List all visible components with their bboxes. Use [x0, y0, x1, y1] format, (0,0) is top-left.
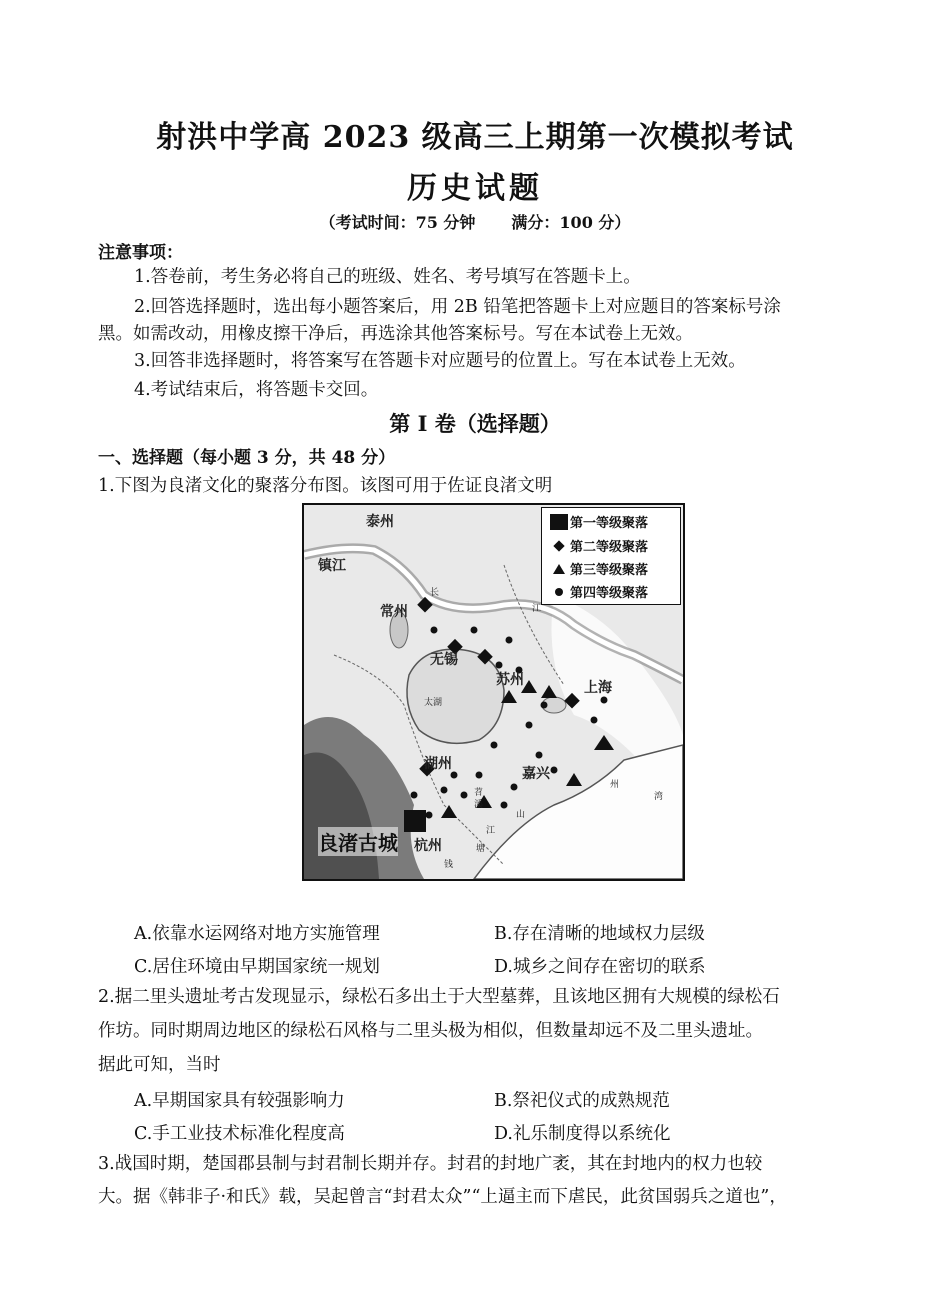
map-label-qian: 钱	[444, 860, 454, 870]
map-label-jiang2: 江	[486, 826, 496, 836]
notice-item: 3.回答非选择题时，将答案写在答题卡对应题号的位置上。写在本试卷上无效。	[134, 351, 746, 371]
exam-score: 满分：100 分）	[511, 213, 631, 232]
map-label-huzhou: 湖州	[424, 756, 452, 772]
notice-item: 4.考试结束后，将答题卡交回。	[134, 380, 379, 400]
question-3-line: 大。据《韩非子·和氏》载，吴起曾言“封君太众”“上逼主而下虐民，此贫国弱兵之道也”，	[98, 1187, 787, 1207]
notice-item: 2.回答选择题时，选出每小题答案后，用 2B 铅笔把答题卡上对应题目的答案标号涂	[134, 297, 781, 317]
legend-item: 第二等级聚落	[548, 536, 648, 558]
legend-item: 第三等级聚落	[548, 559, 648, 580]
exam-title: 射洪中学高 2023 级高三上期第一次模拟考试	[156, 120, 794, 155]
question-1-stem: 1.下图为良渚文化的聚落分布图。该图可用于佐证良渚文明	[98, 476, 553, 496]
option-c[interactable]: C.居住环境由早期国家统一规划	[134, 957, 380, 977]
map-label-zhou: 州	[610, 780, 620, 790]
map-label-taihu: 太湖	[424, 698, 443, 708]
option-a[interactable]: A.依靠水运网络对地方实施管理	[134, 924, 380, 944]
settlement-level1	[404, 810, 426, 832]
question-2-line: 2.据二里头遗址考古发现显示，绿松石多出土于大型墓葬，且该地区拥有大规模的绿松石	[98, 987, 780, 1007]
exam-time: （考试时间：75 分钟	[319, 213, 476, 232]
map-label-wan: 湾	[654, 792, 664, 802]
part-title: 第 I 卷（选择题）	[389, 411, 561, 436]
legend-item: 第一等级聚落	[548, 512, 648, 535]
map-legend	[541, 507, 681, 605]
question-3-line: 3.战国时期，楚国郡县制与封君制长期并存。封君的封地广袤，其在封地内的权力也较	[98, 1154, 763, 1174]
map-label-hangzhou: 杭州	[414, 838, 442, 854]
settlement-map	[302, 503, 685, 881]
level1-square-icon	[549, 513, 569, 531]
option-b[interactable]: B.祭祀仪式的成熟规范	[494, 1091, 670, 1111]
map-label-taizhou: 泰州	[366, 514, 394, 530]
option-d[interactable]: D.城乡之间存在密切的联系	[494, 957, 706, 977]
map-label-tiao: 苕	[474, 788, 484, 798]
question-2-line: 据此可知，当时	[98, 1055, 221, 1075]
level2-diamond-icon	[551, 538, 567, 554]
section-heading: 一、选择题（每小题 3 分，共 48 分）	[98, 448, 396, 468]
option-c[interactable]: C.手工业技术标准化程度高	[134, 1124, 345, 1144]
option-a[interactable]: A.早期国家具有较强影响力	[134, 1091, 345, 1111]
map-label-xi: 溪	[474, 800, 484, 810]
map-label-jiaxing: 嘉兴	[522, 766, 550, 782]
map-label-shan: 山	[516, 810, 526, 820]
exam-subject: 历史试题	[407, 171, 543, 206]
exam-meta	[0, 210, 950, 233]
map-label-chang: 长	[430, 588, 440, 598]
map-label-liangzhu: 良渚古城	[318, 827, 398, 856]
map-label-changzhou: 常州	[380, 604, 408, 620]
notice-item: 1.答卷前，考生务必将自己的班级、姓名、考号填写在答题卡上。	[134, 267, 641, 287]
option-b[interactable]: B.存在清晰的地域权力层级	[494, 924, 705, 944]
legend-item: 第四等级聚落	[548, 582, 648, 603]
notice-heading: 注意事项：	[98, 243, 183, 263]
map-label-zhenjiang: 镇江	[318, 558, 346, 574]
option-d[interactable]: D.礼乐制度得以系统化	[494, 1124, 671, 1144]
map-label-tang: 塘	[476, 844, 486, 854]
level3-triangle-icon	[551, 562, 567, 576]
map-label-suzhou: 苏州	[496, 672, 524, 688]
question-2-line: 作坊。同时期周边地区的绿松石风格与二里头极为相似，但数量却远不及二里头遗址。	[98, 1021, 763, 1041]
map-label-wuxi: 无锡	[430, 652, 458, 668]
notice-item: 黑。如需改动，用橡皮擦干净后，再选涂其他答案标号。写在本试卷上无效。	[98, 324, 693, 344]
map-label-jiang: 江	[532, 604, 542, 614]
level4-dot-icon	[552, 585, 566, 599]
map-label-shanghai: 上海	[584, 680, 612, 696]
